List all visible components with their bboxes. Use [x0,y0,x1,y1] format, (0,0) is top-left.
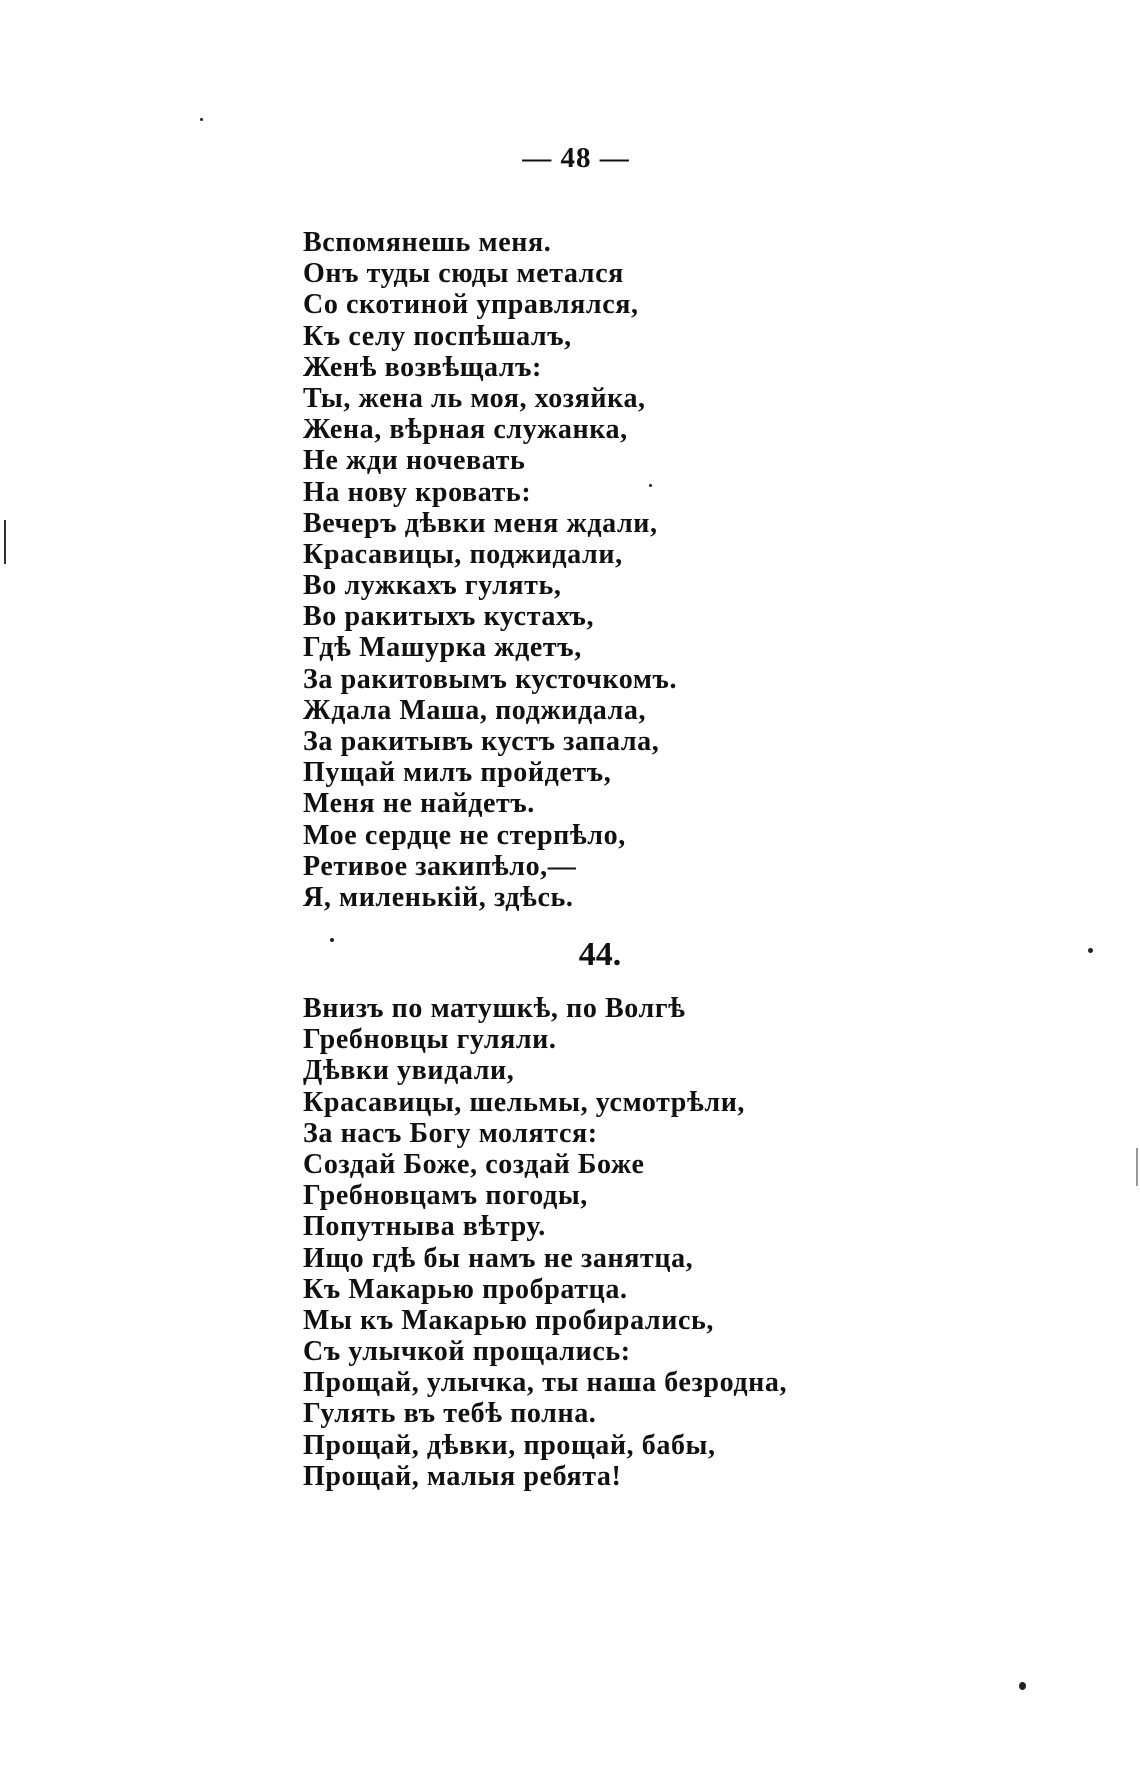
scan-speck [1088,948,1093,953]
poem-line: Во ракитыхъ кустахъ, [303,601,595,633]
song-line: Прощай, улычка, ты наша безродна, [303,1367,788,1399]
song-44-text [303,993,787,1492]
scan-speck [200,118,203,121]
poem-line: Мое сердце не стерпѣло, [303,819,626,851]
poem-line: Жена, вѣрная служанка, [303,414,628,446]
song-line: Ищо гдѣ бы намъ не занятца, [303,1242,694,1274]
song-line: Красавицы, шельмы, усмотрѣли, [303,1086,746,1118]
poem-line: Пущай милъ пройдетъ, [303,757,612,789]
song-line: Создай Боже, создай Боже [303,1148,645,1180]
scan-speck [330,938,334,942]
song-line: Съ улычкой прощались: [303,1336,631,1368]
song-line: Прощай, малыя ребята! [303,1460,622,1492]
poem-line: Меня не найдетъ. [303,788,535,820]
song-line: За насъ Богу молятся: [303,1117,598,1149]
poem-line: Къ селу поспѣшалъ, [303,320,572,352]
poem-continuation [303,227,677,913]
song-line: Внизъ по матушкѣ, по Волгѣ [303,993,686,1024]
poem-line: Ждала Маша, поджидала, [303,694,647,726]
song-line: Гулять въ тебѣ полна. [303,1398,597,1430]
song-line: Мы къ Макарью пробирались, [303,1304,714,1336]
poem-line: Во лужкахъ гулять, [303,570,562,602]
scan-edge-mark [4,520,6,564]
poem-line: Я, миленькій, здѣсь. [303,881,574,913]
poem-line: Вспомянешь меня. [303,227,552,258]
song-number: 44. [578,936,622,973]
poem-line: Ты, жена ль моя, хозяйка, [303,382,646,414]
poem-line: Красавицы, поджидали, [303,538,623,570]
poem-line: Гдѣ Машурка ждетъ, [303,632,582,664]
poem-line: Женѣ возвѣщалъ: [303,351,542,383]
song-line: Прощай, дѣвки, прощай, бабы, [303,1429,716,1461]
poem-line: Онъ туды сюды метался [303,258,624,290]
poem-line: Ретивое закипѣло,— [303,850,577,882]
song-line: Попутныва вѣтру. [303,1211,546,1243]
poem-line: За ракитывъ кустъ запала, [303,726,660,757]
poem-line: Не жди ночевать [303,445,526,477]
song-line: Дѣвки увидали, [303,1055,515,1087]
song-line: Гребновцамъ погоды, [303,1180,588,1212]
poem-line: Вечеръ дѣвки меня ждали, [303,507,658,539]
scan-edge-mark [1136,1148,1138,1186]
song-line: Къ Макарью пробратца. [303,1273,628,1305]
poem-line: Со скотиной управлялся, [303,289,639,321]
page-number: — 48 — [522,142,630,174]
scan-speck [649,484,652,487]
song-line: Гребновцы гуляли. [303,1024,557,1056]
scan-speck [1019,1682,1026,1690]
poem-line: За ракитовымъ кусточкомъ. [303,663,678,695]
poem-line: На нову кровать: [303,476,532,508]
